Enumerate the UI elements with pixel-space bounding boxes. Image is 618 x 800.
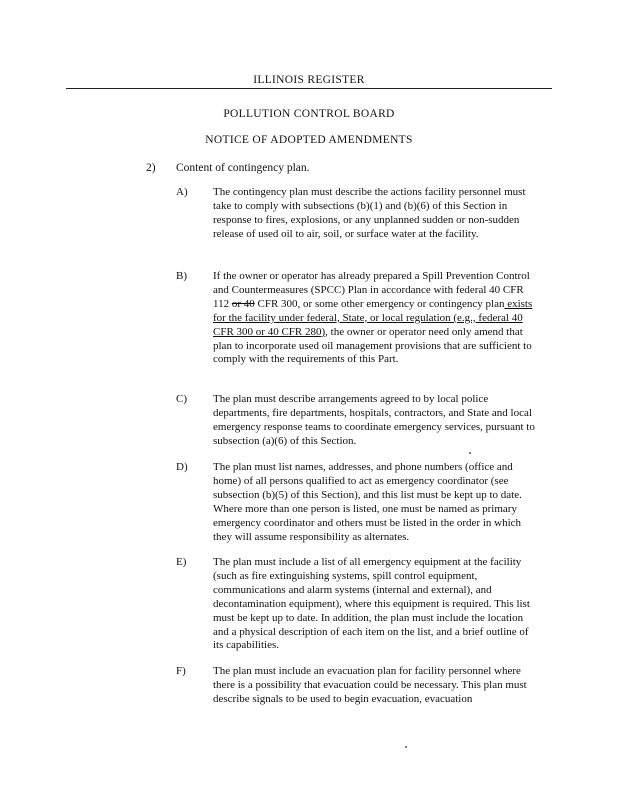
- item-label: D): [176, 461, 188, 473]
- struck-text: or 40: [231, 297, 255, 310]
- item-text: The plan must include an evacuation plan for facility personnel where there is a possibility that evacuation could be necessary. This plan must describe signals to be used to begin evacuation, evacuation: [213, 665, 527, 705]
- register-title: ILLINOIS REGISTER: [253, 74, 365, 86]
- item-text-part: If the owner or operator has already prepared a Spill Prevention Control and Countermeasures (SPCC) Plan in accordance with federal 40 CFR 112: [213, 270, 530, 310]
- item-text: The plan must include a list of all emergency equipment at the facility (such as fire extinguishing systems, spill control equipment, communications and alarm systems (internal and external), and decontamination equipment), where this equipment is required. This list must be kept up to date. In addition, the plan must include the location and a physical description of each item on the list, and a brief outline of its capabilities.: [213, 556, 530, 652]
- item-text-part: CFR 300, or some other emergency or contingency plan: [254, 297, 505, 310]
- item-text: The contingency plan must describe the actions facility personnel must take to comply with subsections (b)(1) and (b)(6) of this Section in response to fires, explosions, or any unplanned sudden or non-sudden release of used oil to air, soil, or surface water at the facility.: [213, 186, 526, 240]
- item-text-part: , the owner or operator need only amend that plan to incorporate used oil management provisions that are sufficient to comply with the requirements of this Part.: [213, 325, 532, 366]
- item-label: E): [176, 556, 187, 568]
- scan-speck: [469, 452, 471, 454]
- item-text: [213, 270, 538, 367]
- item-label: F): [176, 665, 186, 677]
- header-rule: [66, 88, 552, 89]
- item-text: The plan must describe arrangements agreed to by local police departments, fire departments, hospitals, contractors, and State and local emergency response teams to coordinate emergency services, pursuant to subsection (a)(6) of this Section.: [213, 393, 535, 447]
- item-label: B): [176, 270, 187, 282]
- section-number: 2): [146, 162, 156, 174]
- scan-speck: [405, 746, 407, 748]
- item-text: The plan must list names, addresses, and phone numbers (office and home) of all persons qualified to act as emergency coordinator (see subsection (b)(5) of this Section), and this list must be kept up to date. Where more than one person is listed, one must be named as primary emergency coordinator and others must be listed in the order in which they will assume responsibility as alternates.: [213, 461, 522, 543]
- board-title: POLLUTION CONTROL BOARD: [223, 108, 395, 120]
- item-label: C): [176, 393, 187, 405]
- section-title: Content of contingency plan.: [176, 162, 310, 174]
- underlined-text: exists for the facility under federal, State, or local regulation (e.g., federal 40 CFR 300 or 40 CFR 280): [213, 297, 533, 338]
- notice-title: NOTICE OF ADOPTED AMENDMENTS: [205, 134, 413, 146]
- item-label: A): [176, 186, 188, 198]
